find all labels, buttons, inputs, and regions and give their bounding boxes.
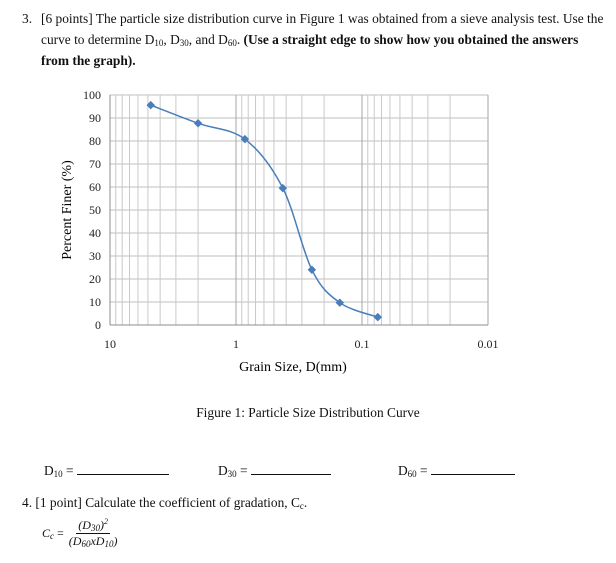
question-3-instruction: (Use a straight edge to show how you obtained the answers from the graph). <box>41 32 579 68</box>
formula-lhs: $C_c$ <box>42 525 55 541</box>
data-point <box>308 266 316 274</box>
d30-blank[interactable] <box>251 462 331 475</box>
y-tick-label: 0 <box>95 318 101 332</box>
data-point <box>373 313 381 321</box>
formula-fraction <box>67 517 120 549</box>
y-tick-label: 20 <box>89 272 101 286</box>
question-4-number: 4. <box>22 495 33 510</box>
x-tick-label: 0.1 <box>354 337 370 351</box>
x-tick-label: 0.01 <box>477 337 499 351</box>
y-tick-label: 40 <box>89 226 101 240</box>
d60-blank[interactable] <box>431 462 515 475</box>
question-3-number: 3. <box>22 11 33 26</box>
y-tick-label: 100 <box>83 88 101 102</box>
x-tick-label: 10 <box>104 337 116 351</box>
d10-blank[interactable] <box>77 462 169 475</box>
y-tick-label: 30 <box>89 249 101 263</box>
x-axis-label: Grain Size, D(mm) <box>239 360 347 375</box>
d10-answer: $D_{10}$ = <box>44 462 169 479</box>
d60-answer: $D_{60}$ = <box>398 462 515 479</box>
formula-numerator: $(D_{30})^2$ <box>78 517 108 533</box>
y-tick-label: 60 <box>89 180 101 194</box>
question-4-text: [1 point] Calculate the coefficient of gradation, $C_c$. <box>35 495 308 511</box>
chart-grid <box>110 95 488 325</box>
coefficient-formula: $C_c$ = $\frac{(D_{30})^2}{(D_{60}xD_{10})}$ <box>42 517 118 549</box>
data-point <box>194 119 202 127</box>
figure-caption: Figure 1: Particle Size Distribution Curve <box>196 405 420 420</box>
y-tick-label: 10 <box>89 295 101 309</box>
y-tick-label: 80 <box>89 134 101 148</box>
x-tick-label: 1 <box>233 337 239 351</box>
y-tick-label: 50 <box>89 203 101 217</box>
d30-answer: $D_{30}$ = <box>218 462 331 479</box>
y-axis-label: Percent Finer (%) <box>60 160 75 260</box>
y-tick-label: 70 <box>89 157 101 171</box>
question-4 <box>22 495 307 511</box>
y-tick-label: 90 <box>89 111 101 125</box>
question-3-text: [6 points] The particle size distribution curve in Figure 1 was obtained from a sieve analysis test. Use the curve to determine $D_{10}$, $D_{30}$, and $D_{60}$. (Use a straight edge to show how you obtained the answers from the graph). <box>41 11 604 68</box>
formula-denominator: $(D_{60}xD_{10})$ <box>68 534 118 549</box>
chart-axes <box>83 88 499 351</box>
